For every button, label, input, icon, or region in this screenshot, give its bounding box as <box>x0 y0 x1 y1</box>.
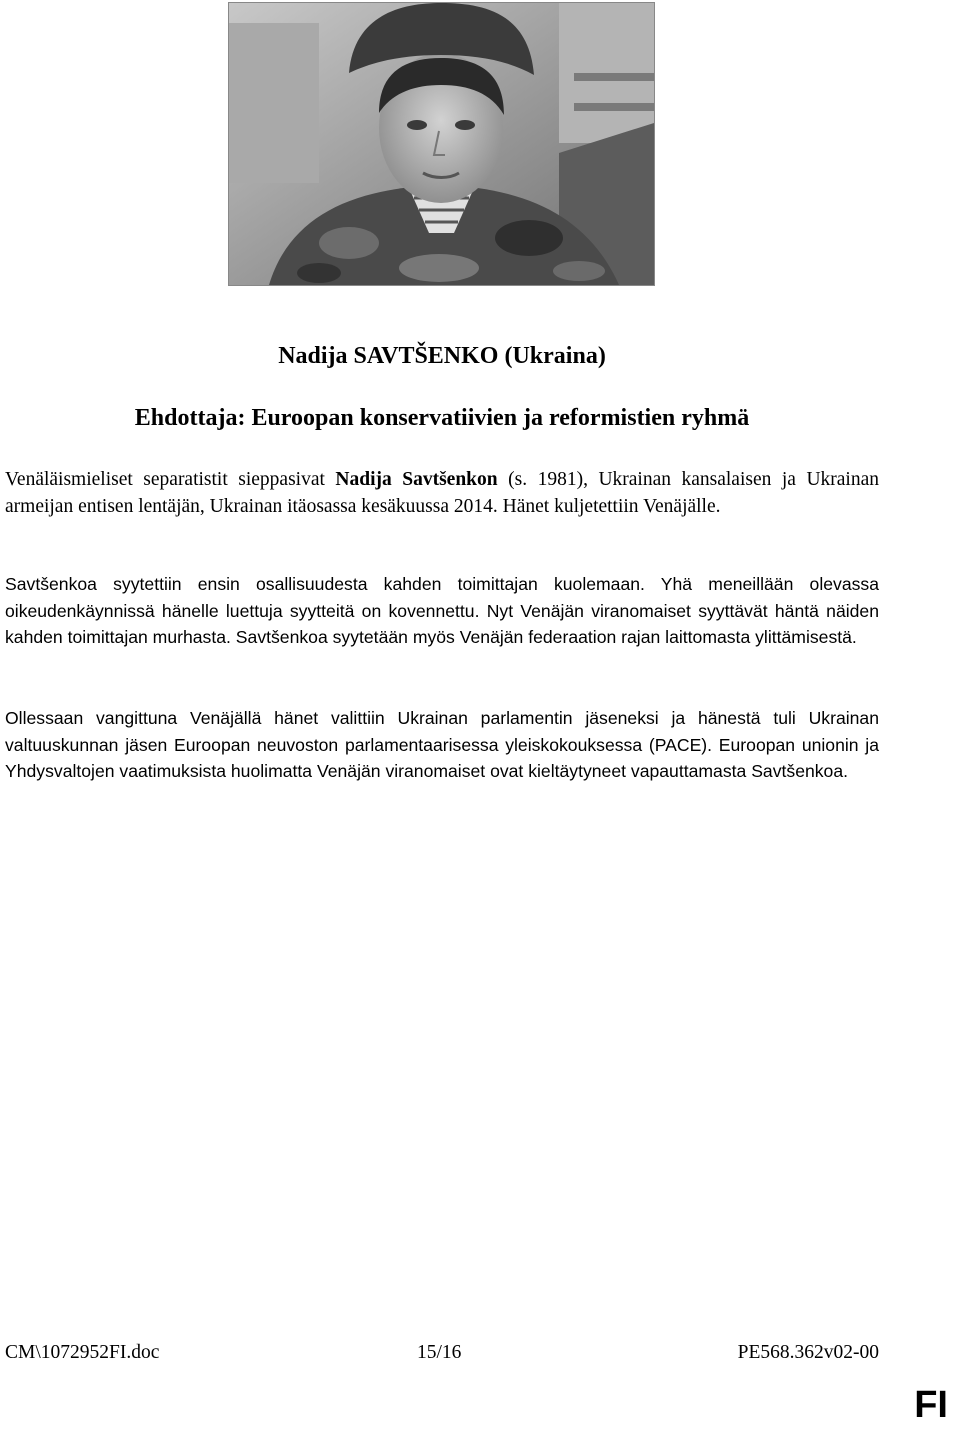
paragraph-1-text-end: (s. 1981), Ukrainan kansalaisen ja Ukrainan armeijan entisen lentäjän, Ukrainan itäosassa kesäkuussa 2014. Hänet kuljetettiin Venäjälle. <box>5 469 879 517</box>
paragraph-1-text-start: Venäläismieliset separatistit sieppasivat <box>5 469 336 490</box>
page-number: 15/16 <box>417 1342 462 1363</box>
page-title: Nadija SAVTŠENKO (Ukraina) <box>278 343 606 369</box>
portrait-photo <box>228 2 655 286</box>
paragraph-3: Ollessaan vangittuna Venäjällä hänet valittiin Ukrainan parlamentin jäseneksi ja hänestä tuli Ukrainan valtuuskunnan jäsen Euroopan neuvoston parlamentaarisessa yleiskokouksessa (PACE). Euroopan unionin ja Yhdysvaltojen vaatimuksista huolimatta Venäjän viranomaiset ovat kieltäytyneet vapauttamasta Savtšenkoa. <box>5 708 879 781</box>
paragraph-2: Savtšenkoa syytettiin ensin osallisuudesta kahden toimittajan kuolemaan. Yhä meneillään olevassa oikeudenkäynnissä hänelle luettuja syytteitä on kovennettu. Nyt Venäjän viranomaiset syyttävät häntä näiden kahden toimittajan murhasta. Savtšenkoa syytetään myös Venäjän federaation rajan laittomasta ylittämisestä. <box>5 574 879 647</box>
proposer-heading: Ehdottaja: Euroopan konservatiivien ja reformistien ryhmä <box>134 405 750 431</box>
paragraph-1-name-bold: Nadija Savtšenkon <box>335 469 498 490</box>
pe-reference: PE568.362v02-00 <box>737 1342 879 1363</box>
paragraph-1 <box>5 467 879 520</box>
page-footer <box>5 1340 879 1366</box>
document-reference: CM\1072952FI.doc <box>5 1342 160 1363</box>
portrait-illustration <box>229 3 654 285</box>
language-code: FI <box>914 1384 948 1426</box>
